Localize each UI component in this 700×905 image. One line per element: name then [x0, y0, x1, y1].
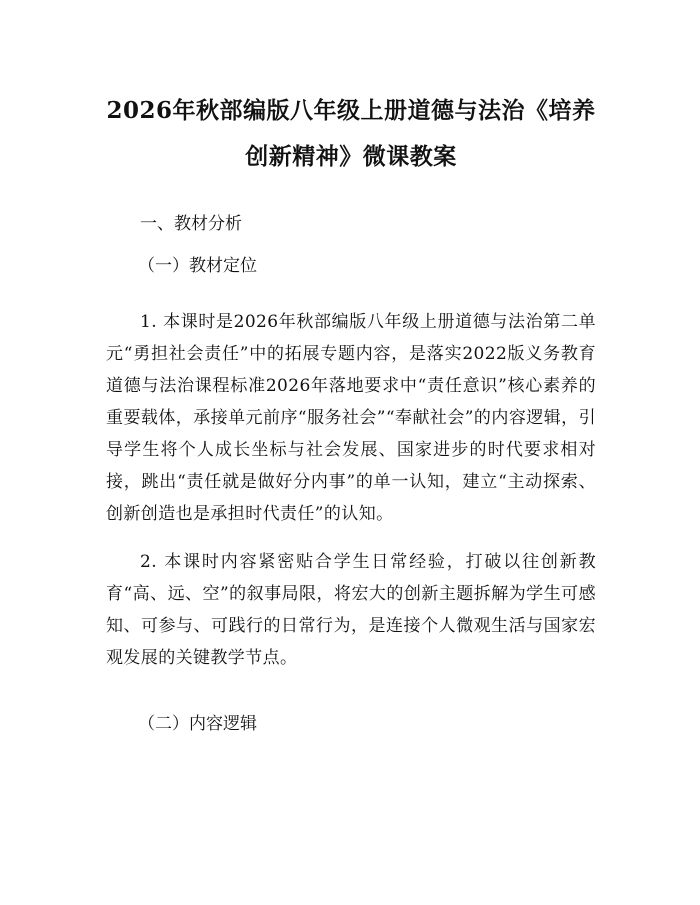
document-title: 2026年秋部编版八年级上册道德与法治《培养创新精神》微课教案 [106, 97, 596, 170]
paragraph-1: 1. 本课时是2026年秋部编版八年级上册道德与法治第二单元“勇担社会责任”中的拓展专题内容，是落实2022版义务教育道德与法治课程标准2026年落地要求中“责任意识”核心素养的重要载体，承接单元前序“服务社会”“奉献社会”的内容逻辑，引导学生将个人成长坐标与社会发展、国家进步的时代要求相对接，跳出“责任就是做好分内事”的单一认知，建立“主动探索、创新创造也是承担时代责任”的认知。 [106, 312, 596, 524]
subsection-heading-material-positioning: （一）教材定位 [138, 256, 257, 276]
subsection-heading-content-logic: （二）内容逻辑 [138, 714, 257, 734]
section-heading-teaching-material-analysis: 一、教材分析 [140, 214, 242, 234]
paragraph-2: 2. 本课时内容紧密贴合学生日常经验，打破以往创新教育“高、远、空”的叙事局限，将宏大的创新主题拆解为学生可感知、可参与、可践行的日常行为，是连接个人微观生活与国家宏观发展的关键教学节点。 [106, 552, 596, 668]
